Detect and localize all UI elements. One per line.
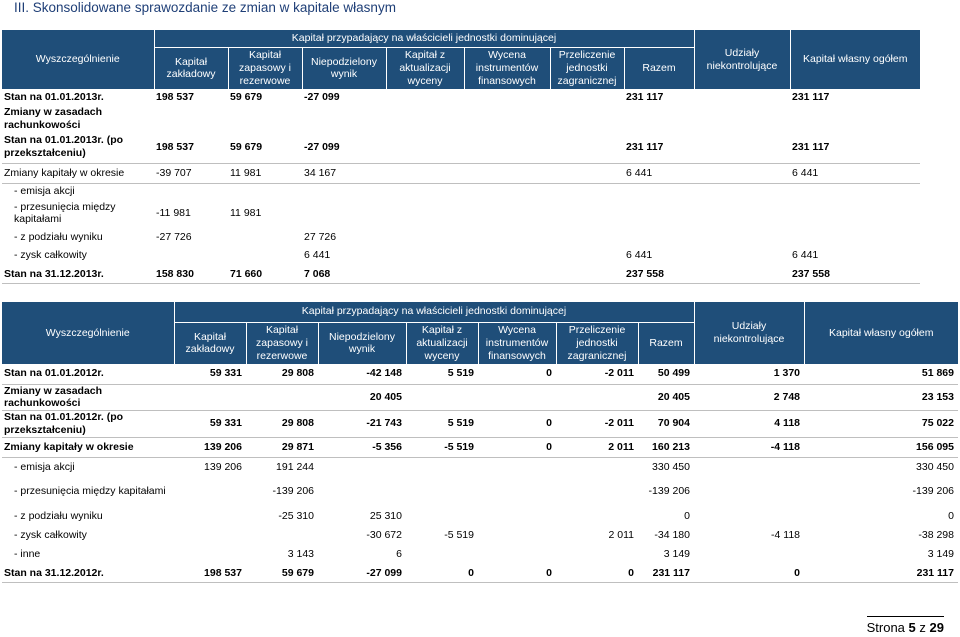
cell-c8: 1 370 [694,364,804,384]
cell-c9 [790,106,920,131]
cell-c3 [318,476,406,507]
cell-c7: -139 206 [648,485,690,498]
cell-c2: 191 244 [276,460,314,473]
cell-c6 [550,265,624,283]
header-wycena-instrumentow: Wycena instrumentów finansowych [478,322,556,364]
cell-c3 [302,106,386,131]
section-title: III. Skonsolidowane sprawozdanie ze zmian w kapitale własnym [14,0,396,15]
cell-c1 [154,183,228,198]
cell-c6: 2 011 [608,529,634,542]
cell-c6: -2 011 [556,364,638,384]
table-row [2,545,958,564]
cell-c4 [386,106,464,131]
row-label: Stan na 01.01.2012r. [2,364,174,384]
cell-c3: 25 310 [369,510,402,523]
cell-c5 [478,457,556,476]
table-row [2,384,958,410]
cell-c7: 231 117 [626,91,664,104]
cell-c1 [174,384,246,410]
cell-c8: -4 118 [771,529,800,542]
row-label: - inne [14,548,41,561]
header-niepodzielony-wynik: Niepodzielony wynik [318,322,406,364]
cell-c8 [694,163,790,183]
header-kapital-zakladowy: Kapitał zakładowy [174,322,246,364]
cell-c5 [464,89,550,106]
cell-c4 [386,183,464,198]
cell-c3: 34 167 [302,163,386,183]
cell-c1 [174,476,246,507]
header-ogolem: Kapitał własny ogółem [804,302,958,364]
cell-c4 [386,131,464,163]
cell-c3: -27 099 [318,564,406,582]
cell-c6 [556,545,638,564]
cell-c8: 2 748 [694,384,804,410]
cell-c1: 158 830 [154,265,228,283]
cell-c1: 59 331 [174,364,246,384]
cell-c8 [694,198,790,228]
cell-c7: 3 149 [663,548,690,561]
cell-c7: 231 117 [624,131,694,163]
cell-c2: 59 679 [246,564,318,582]
cell-c6 [550,228,624,246]
table-row [2,526,958,545]
cell-c9: -38 298 [918,529,954,542]
cell-c8 [694,131,790,163]
cell-c9: 231 117 [804,564,958,582]
cell-c3 [302,183,386,198]
table-row [2,265,920,283]
cell-c9: 231 117 [792,91,830,104]
cell-c1: -27 726 [156,230,192,243]
header-kapital-zapasowy: Kapitał zapasowy i rezerwowe [228,47,302,89]
cell-c6: 2 011 [556,437,638,457]
cell-c2 [246,526,318,545]
cell-c8 [694,545,804,564]
row-label: - przesunięcia między kapitałami [14,200,116,226]
cell-c7: 231 117 [638,564,694,582]
table-row [2,106,920,131]
cell-c1: 198 537 [154,131,228,163]
cell-c3: -21 743 [318,410,406,437]
cell-c6 [550,106,624,131]
header-przeliczenie: Przeliczenie jednostki zagranicznej [556,322,638,364]
cell-c2: 3 143 [287,548,314,561]
cell-c7: 160 213 [638,437,694,457]
cell-c4: 0 [406,564,478,582]
cell-c1 [174,507,246,526]
cell-c2 [228,106,302,131]
header-wyszczegolnienie: Wyszczególnienie [2,30,154,89]
table-row [2,163,920,183]
cell-c5: 0 [478,410,556,437]
cell-c7: 70 904 [638,410,694,437]
cell-c7: 330 450 [652,460,690,473]
cell-c6 [556,476,638,507]
cell-c9: 330 450 [916,460,954,473]
cell-c2: -139 206 [272,485,314,498]
row-label: Zmiany w zasadach rachunkowości [4,106,103,131]
cell-c2: 29 808 [246,364,318,384]
cell-c4 [386,246,464,265]
cell-c3: 6 [396,548,402,561]
equity-changes-table-2013 [2,30,920,284]
table-row [2,507,958,526]
cell-c6: 0 [556,564,638,582]
cell-c5: 0 [478,364,556,384]
cell-c4 [406,507,478,526]
row-label: Stan na 01.01.2012r. (po przekształceniu) [2,410,174,437]
cell-c2 [228,183,302,198]
page-number [867,620,944,635]
cell-c5 [464,228,550,246]
cell-c5 [478,526,556,545]
cell-c2: 11 981 [228,163,302,183]
header-kapital-z-aktualizacji: Kapitał z aktualizacji wyceny [406,322,478,364]
row-label: Stan na 01.01.2013r. [4,91,104,104]
cell-c9: 237 558 [790,265,920,283]
cell-c9: 3 149 [927,548,954,561]
cell-c8 [694,246,790,265]
table-row [2,364,958,384]
table-row [2,228,920,246]
cell-c9: 75 022 [804,410,958,437]
cell-c4 [386,265,464,283]
cell-c7 [624,198,694,228]
cell-c1: 139 206 [204,460,242,473]
cell-c4 [406,476,478,507]
header-udzialy: Udziały niekontrolujące [694,30,790,89]
cell-c9: 0 [948,510,954,523]
cell-c2: 11 981 [230,206,262,219]
table-row [2,476,958,507]
cell-c1 [154,246,228,265]
table-row [2,457,958,476]
cell-c5 [464,198,550,228]
cell-c4 [406,545,478,564]
cell-c3: 6 441 [304,249,331,262]
table-row [2,198,920,228]
cell-c1: 198 537 [156,91,194,104]
cell-c9: 23 153 [804,384,958,410]
row-label: Zmiany kapitały w okresie [2,163,154,183]
cell-c2: 71 660 [228,265,302,283]
cell-c4 [406,384,478,410]
cell-c4: 5 519 [406,410,478,437]
cell-c1 [174,545,246,564]
header-group-title: Kapitał przypadający na właścicieli jednostki dominującej [174,302,694,322]
cell-c8: 4 118 [694,410,804,437]
cell-c7: 237 558 [624,265,694,283]
cell-c7: -34 180 [654,529,690,542]
cell-c5 [478,545,556,564]
cell-c7: 0 [684,510,690,523]
cell-c8 [694,265,790,283]
cell-c6 [550,183,624,198]
table-row [2,183,920,198]
row-label: Zmiany w zasadach rachunkowości [2,384,174,410]
header-udzialy: Udziały niekontrolujące [694,302,804,364]
row-label: - z podziału wyniku [14,510,103,523]
cell-c5: 0 [478,564,556,582]
cell-c3: 20 405 [318,384,406,410]
table-row [2,410,958,437]
cell-c3: -5 356 [318,437,406,457]
cell-c2 [228,228,302,246]
row-label: - zysk całkowity [14,249,87,262]
cell-c8: -4 118 [694,437,804,457]
cell-c6: -2 011 [556,410,638,437]
cell-c1: 59 331 [174,410,246,437]
cell-c7 [624,228,694,246]
row-label: - zysk całkowity [14,529,87,542]
cell-c5 [464,131,550,163]
cell-c9: 231 117 [790,131,920,163]
cell-c2: 29 871 [246,437,318,457]
cell-c6 [550,246,624,265]
cell-c9 [790,228,920,246]
cell-c1: 198 537 [174,564,246,582]
cell-c3: -30 672 [366,529,402,542]
cell-c3: 7 068 [302,265,386,283]
page-prefix: Strona [866,620,905,635]
cell-c1 [174,526,246,545]
cell-c8: 0 [694,564,804,582]
cell-c6 [550,89,624,106]
cell-c7 [624,106,694,131]
page-total: 29 [929,620,944,635]
header-razem: Razem [638,322,694,364]
cell-c7: 20 405 [638,384,694,410]
cell-c5 [464,163,550,183]
row-label: - emisja akcji [14,184,75,197]
cell-c3: -27 099 [304,91,340,104]
cell-c8 [694,89,790,106]
cell-c6 [556,457,638,476]
cell-c4 [386,163,464,183]
table-row [2,246,920,265]
cell-c8 [694,106,790,131]
row-label: - z podziału wyniku [14,230,103,243]
row-label: - emisja akcji [14,460,75,473]
cell-c3 [318,457,406,476]
table-row [2,437,958,457]
cell-c4 [406,457,478,476]
cell-c5 [478,384,556,410]
row-label: Zmiany kapitały w okresie [2,437,174,457]
header-group-title: Kapitał przypadający na właścicieli jednostki dominującej [154,30,694,47]
row-label: - przesunięcia między kapitałami [14,485,166,498]
row-label: Stan na 31.12.2013r. [2,265,154,283]
header-kapital-zakladowy: Kapitał zakładowy [154,47,228,89]
cell-c6 [550,163,624,183]
table-row [2,89,920,106]
header-kapital-z-aktualizacji: Kapitał z aktualizacji wyceny [386,47,464,89]
cell-c2 [246,384,318,410]
header-kapital-zapasowy: Kapitał zapasowy i rezerwowe [246,322,318,364]
cell-c4 [386,198,464,228]
cell-c8 [694,228,790,246]
cell-c1: -39 707 [154,163,228,183]
cell-c2: 29 808 [246,410,318,437]
header-ogolem: Kapitał własny ogółem [790,30,920,89]
cell-c9: 6 441 [790,163,920,183]
cell-c8 [694,457,804,476]
cell-c5 [478,507,556,526]
row-label: Stan na 31.12.2012r. [2,564,174,582]
cell-c5 [464,106,550,131]
header-przeliczenie: Przeliczenie jednostki zagranicznej [550,47,624,89]
cell-c9: -139 206 [912,485,954,498]
cell-c8 [694,507,804,526]
cell-c3: -27 099 [302,131,386,163]
footer-rule [867,616,944,617]
cell-c7: 50 499 [638,364,694,384]
cell-c6 [556,507,638,526]
cell-c3: 27 726 [304,230,337,243]
cell-c5 [464,183,550,198]
page-separator: z [919,620,926,635]
equity-changes-table-2012 [2,302,958,583]
cell-c7 [624,183,694,198]
row-label: Stan na 01.01.2013r. (po przekształceniu) [2,131,154,163]
table-row [2,131,920,163]
header-niepodzielony-wynik: Niepodzielony wynik [302,47,386,89]
cell-c4 [386,89,464,106]
cell-c6 [556,384,638,410]
header-wycena-instrumentow: Wycena instrumentów finansowych [464,47,550,89]
header-razem: Razem [624,47,694,89]
cell-c5: 0 [478,437,556,457]
cell-c2 [228,246,302,265]
cell-c1: -11 981 [156,206,191,219]
cell-c2: 59 679 [228,131,302,163]
table-row [2,564,958,582]
cell-c2: -25 310 [278,510,314,523]
cell-c1 [154,106,228,131]
cell-c5 [464,265,550,283]
cell-c6 [550,131,624,163]
cell-c9 [790,198,920,228]
cell-c7: 6 441 [624,163,694,183]
page-current: 5 [908,620,916,635]
cell-c4 [386,228,464,246]
cell-c8 [694,476,804,507]
cell-c3: -42 148 [318,364,406,384]
cell-c1: 139 206 [174,437,246,457]
cell-c8 [694,183,790,198]
cell-c5 [464,246,550,265]
cell-c9: 51 869 [804,364,958,384]
cell-c2: 59 679 [230,91,263,104]
cell-c7: 6 441 [626,249,653,262]
cell-c4: -5 519 [444,529,474,542]
cell-c4: 5 519 [406,364,478,384]
cell-c4: -5 519 [406,437,478,457]
cell-c3 [302,198,386,228]
cell-c9: 6 441 [792,249,819,262]
header-wyszczegolnienie: Wyszczególnienie [2,302,174,364]
cell-c9 [790,183,920,198]
cell-c5 [478,476,556,507]
cell-c6 [550,198,624,228]
cell-c9: 156 095 [804,437,958,457]
